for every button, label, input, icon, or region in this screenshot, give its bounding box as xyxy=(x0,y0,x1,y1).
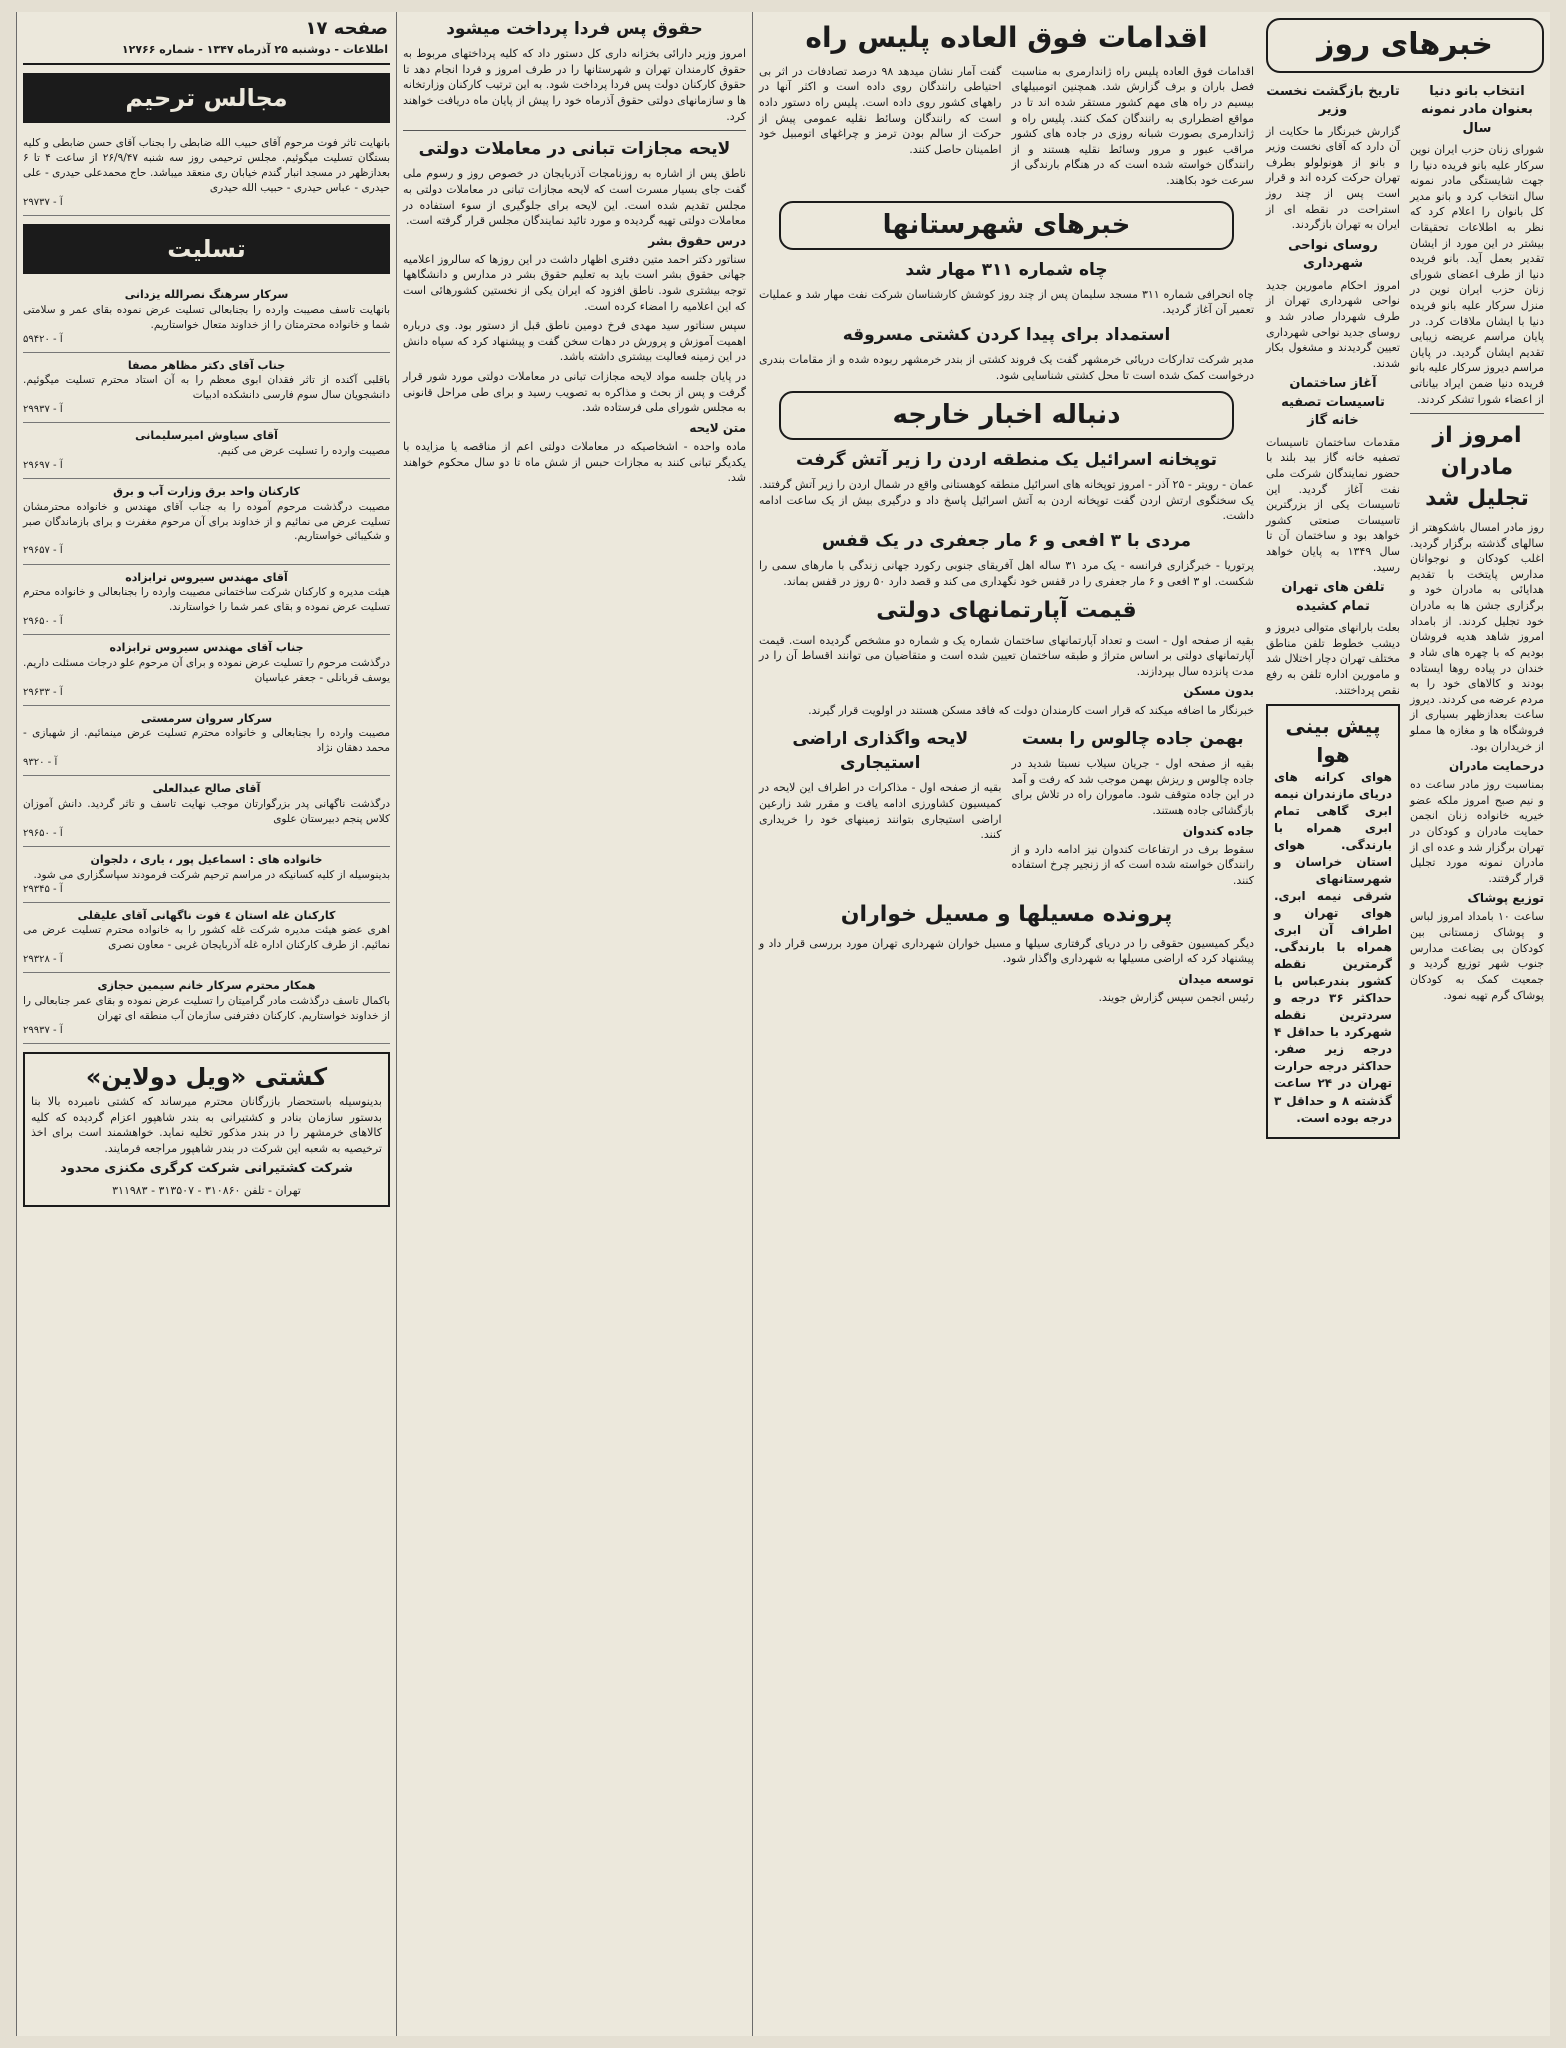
mother-award-body: شورای زنان حزب ایران نوین سرکار علیه بانو فریده دنیا را جهت شایستگی مادر نمونه سال انتخاب کرد و بانو مدیر کل بانوان را اعلام کرد که نظر به اطلاعات تحقیقات بیشتر در این مورد از ایشان تقدیر بعمل آید. بانو فریده دنیا از طرف اعضای شورای زنان حزب ایران نوین در منزل سرکار علیه بانو فریده دنیا با ایشان ملاقات کرد. در پایان مراسم عریضه زیبایی تقدیم ایشان گردید. در پایان مراسم دیروز سرکار علیه بانو فریده دنیا ضمن ایراد بیاناتی از اعضاء شورا تشکر کردند. xyxy=(1410,142,1544,406)
foreign-news-box: دنباله اخبار خارجه xyxy=(779,391,1234,440)
column-left-center xyxy=(396,12,752,2036)
well-311-body: چاه انحرافی شماره ۳۱۱ مسجد سلیمان پس از چند روز کوشش کارشناسان شرکت نفت مهار شد و عملیات تعمیر آن آغاز گردید. xyxy=(759,287,1254,317)
condolence-notice xyxy=(23,423,390,479)
notice-ref: آ - ۲۹۹۳۷ xyxy=(23,404,63,416)
memorial-notice xyxy=(23,131,390,216)
column-center xyxy=(752,12,1260,2036)
memorial-ref: آ - ۲۹۷۳۷ xyxy=(23,196,63,208)
stolen-ship-headline: استمداد برای پیدا کردن کشتی مسروقه xyxy=(842,324,1171,345)
mothers-support-subhead: درحمایت مادران xyxy=(1448,759,1544,774)
condolence-notice xyxy=(23,973,390,1044)
senator-farrokh-body: سپس سناتور سید مهدی فرخ دومین ناطق قبل از دستور بود. وی درباره اهمیت آموزش و پرورش در دهات سخن گفت و پیشنهاد کرد که سپاه دانش در این زمینه فعالیت بیشتری داشته باشد. xyxy=(403,319,746,364)
notice-ref: آ - ۲۹۳۴۵ xyxy=(23,883,63,895)
daily-news-left xyxy=(1266,79,1400,1139)
bill-approval-body: در پایان جلسه مواد لایحه مجازات تبانی در معاملات دولتی مورد شور قرار گرفت و پس از بحث و مذاکره به تصویب رسید و برای طی مراحل قانونی به مجلس شورای ملی فرستاده شد. xyxy=(403,370,746,415)
square-expansion-subhead: توسعه میدان xyxy=(1178,972,1254,986)
notice-ref: آ - ۲۹۶۵۰ xyxy=(23,615,63,627)
salary-headline: حقوق پس فردا پرداخت میشود xyxy=(446,19,703,39)
bill-text-body: ماده واحده - اشخاصیکه در معاملات دولتی اعم از مناقصه یا مزایده با یکدیگر تبانی کنند به مجازات حبس از شش ماه تا دو سال محکوم خواهند شد. xyxy=(403,439,746,485)
snake-cage-headline: مردی با ۳ افعی و ۶ مار جعفری در یک قفس xyxy=(821,531,1192,552)
notice-ref: آ - ۲۹۶۹۷ xyxy=(23,459,63,471)
ad-title: کشتی «ویل دولاین» xyxy=(85,1062,328,1091)
land-lease-headline: لایحه واگذاری اراضی استیجاری xyxy=(792,729,969,774)
issue-info: اطلاعات - دوشنبه ۲۵ آذرماه ۱۳۴۷ - شماره ۱۲۷۶۶ xyxy=(121,42,388,56)
weather-box xyxy=(1266,704,1400,1138)
memorial-banner: مجالس ترحیم xyxy=(23,73,390,123)
notice-body: مصیبت درگذشت مرحوم آموده را به جناب آقای مهندس و خانواده محترمشان تسلیت عرض می نمائیم و از خداوند برای آن مرحوم مغفرت و برای بازماندگان صبر و شکیبائی خواستاریم. xyxy=(23,500,390,543)
clothing-body: ساعت ۱۰ بامداد امروز لباس و پوشاک زمستانی بین کودکان بی بضاعت مدارس جنوب شهر توزیع گردید و جمعیت کمک به کودکان پوشاک گرم تهیه نمود. xyxy=(1410,910,1544,1002)
condolence-notice xyxy=(23,847,390,903)
condolence-notice xyxy=(23,282,390,353)
notice-title: آقای سیاوش امیرسلیمانی xyxy=(135,429,278,443)
mother-award-headline: انتخاب بانو دنیا بعنوان مادر نمونه سال xyxy=(1421,83,1533,136)
mothers-day-body: روز مادر امسال باشکوهتر از سالهای گذشته برگزار گردید. اغلب کودکان و نوجوانان مدارس پایتخت با تقدیم هدایائی به مادران خود و برگزاری جشن ها به مادران خود تجلیل کردند. از بامداد امروز شاهد هدیه فروشان بودیم که با چهره های شاد و خندان در پیاده روها ایستاده بودند و کالاهای خود را به مردم عرضه می کردند. دیروز ساعت بعدازظهر بسیاری از فروشگاه ها و مغازه ها مملو از خریداران بود. xyxy=(1410,521,1544,753)
kandovan-body: سقوط برف در ارتفاعات کندوان نیز ادامه دارد و از رانندگان خواسته شده است که از زنجیر چرخ استفاده کنند. xyxy=(1011,842,1254,887)
notice-title: آقای مهندس سیروس ترابزاده xyxy=(125,570,288,584)
tehran-phones-body: بعلت بارانهای متوالی دیروز و دیشب خطوط تلفن مناطق مختلف تهران دچار اختلال شد و مامورین اداره تلفن به رفع نقص پرداختند. xyxy=(1266,621,1400,697)
square-expansion-body: رئیس انجمن سپس گزارش جویند. xyxy=(1098,991,1254,1005)
notice-body: درگذشت ناگهانی پدر بزرگوارتان موجب نهایت تاسف و تاثر گردید. دانش آموزان کلاس پنجم دبیرستان علوی xyxy=(23,798,390,825)
condolence-notice xyxy=(23,353,390,424)
column-left xyxy=(16,12,396,2036)
gas-plant-headline: آغاز ساختمان تاسیسات تصفیه خانه گاز xyxy=(1281,376,1385,429)
road-police-headline: اقدامات فوق العاده پلیس راه xyxy=(805,21,1208,54)
daily-news-split xyxy=(1266,79,1544,1139)
israel-artillery-body: عمان - رویتر - ۲۵ آذر - امروز توپخانه های اسرائیل منطقه کوهستانی واقع در شمال اردن را زیر آتش گرفتند. یک سخنگوی ارتش اردن گفت توپخانه اردن به آتش اسرائیل پاسخ داد و درگیری بیش از یک ساعت ادامه داشت. xyxy=(759,478,1254,523)
notice-title: سرکار سرهنگ نصرالله یزدانی xyxy=(124,288,289,302)
condolence-notice xyxy=(23,565,390,636)
land-lease-body: بقیه از صفحه اول - مذاکرات در اطراف این لایحه در کمیسیون کشاورزی ادامه یافت و مقرر شد زارعین اراضی استیجاری بتوانند زمینهای خود را خریداری کنند. xyxy=(759,781,1002,842)
daily-news-right xyxy=(1410,79,1544,1139)
masthead xyxy=(23,12,390,65)
condolence-notice xyxy=(23,706,390,777)
notice-ref: آ - ۲۹۶۳۳ xyxy=(23,686,63,698)
condolence-notice xyxy=(23,479,390,565)
ad-company: شرکت کشتیرانی شرکت کرگری مکنزی محدود xyxy=(60,1161,353,1177)
notice-body: هیئت مدیره و کارکنان شرکت ساختمانی مصیبت وارده را بجنابعالی و خانواده محترم تسلیت عرض نموده و بقای عمر شما را خواستارند. xyxy=(23,586,390,614)
page-number: صفحه ۱۷ xyxy=(305,18,388,39)
stolen-ship-body: مدیر شرکت تدارکات دریائی خرمشهر گفت یک فروند کشتی از بندر خرمشهر ربوده شده و از مقامات بندری درخواست کمک شده است تا محل کشتی شناسایی شود. xyxy=(759,353,1254,382)
memorial-body: بانهایت تاثر فوت مرحوم آقای حبیب الله ضابطی را بجناب آقای حسن ضابطی و کلیه بستگان تسلیت میگوئیم. مجلس ترحیمی روز سه شنبه ۲۶/۹/۴۷ از ساعت ۴ تا ۶ بعدازظهر در مسجد انبار گندم خیابان ری منعقد میباشد. حاج محمدعلی حیدری - علی حیدری - عباس حیدری - حبیب الله حیدری xyxy=(23,137,390,194)
ship-advert xyxy=(23,1052,390,1207)
condolence-notice xyxy=(23,903,390,974)
district-heads-headline: روسای نواحی شهرداری xyxy=(1288,237,1378,272)
condolence-banner: تسلیت xyxy=(23,224,390,274)
no-housing-body: خبرنگار ما اضافه میکند که قرار است کارمندان دولت که فاقد مسکن هستند در اولویت قرار گیرند. xyxy=(808,703,1254,717)
notice-ref: آ - ۹۳۲۰ xyxy=(23,757,58,769)
notice-title: خانواده های : اسماعیل پور ، یاری ، دلجوان xyxy=(90,853,323,866)
ad-body: بدینوسیله باستحضار بازرگانان محترم میرساند که کشتی نامبرده بالا بنا بدستور سازمان بنادر و کشتیرانی به بندر شاهپور اعزام گردیده که کلیه کالاهای خرمشهر را در بندر مذکور تخلیه نماید. خواهشمند است برای اخذ ترخیصیه به شعبه این شرکت در بندر شاهپور مراجعه فرمایند. xyxy=(31,1095,382,1155)
notice-title: آقای صالح عبدالعلی xyxy=(152,782,261,796)
road-police-body: اقدامات فوق العاده پلیس راه ژاندارمری به مناسبت فصل باران و برف گزارش شد. همچنین اتومبیلهای بیسیم در راه های مهم کشور مستقر شده اند تا در مواقع اضطراری به رانندگان کمک کنند. پلیس راه و ژاندارمری بصورت شبانه روزی در جاده های کشور مراقب عبور و مرور وسائط نقلیه هستند و از رانندگان خواسته شده است که در هنگام بارندگی از سرعت خود بکاهند. xyxy=(1011,64,1254,188)
notice-ref: آ - ۲۹۳۲۸ xyxy=(23,954,63,966)
well-311-headline: چاه شماره ۳۱۱ مهار شد xyxy=(905,259,1108,280)
notice-title: کارکنان غله استان ٤ فوت ناگهانی آقای علیقلی xyxy=(77,908,336,922)
apartment-price-body: بقیه از صفحه اول - است و تعداد آپارتمانهای ساختمان شماره یک و شماره دو مشخص گردیده است. قیمت آپارتمانهای دولتی بر اساس متراژ و طبقه ساختمان تعیین شده است و متقاضیان می توانند اقساط آن را در مدت پانزده سال بپردازند. xyxy=(759,633,1254,678)
flood-channels-headline: پرونده مسیلها و مسیل خواران xyxy=(840,901,1173,927)
provinces-news-box: خبرهای شهرستانها xyxy=(779,201,1234,250)
no-housing-subhead: بدون مسکن xyxy=(1183,684,1254,699)
notice-ref: آ - ۲۹۶۵۰ xyxy=(23,827,63,839)
newspaper-page xyxy=(16,12,1550,2036)
notice-ref: آ - ۲۹۹۳۷ xyxy=(23,1024,63,1036)
notice-body: بدینوسیله از کلیه کسانیکه در مراسم ترحیم شرکت فرمودند سپاسگزاری می شود. xyxy=(33,868,390,881)
collusion-bill-body: ناطق پس از اشاره به روزنامجات آذربایجان در خصوص روز و رسوم ملی گفت جای بسیار مسرت است که لایحه مجازات تبانی در معاملات دولتی به مجلس تقدیم شده است. این لایحه برای جلوگیری از سوء استفاده در معاملات دولتی تهیه گردیده و مورد تائید نمایندگان مجلس قرار گرفته است. xyxy=(403,167,746,228)
road-police-split xyxy=(759,64,1254,193)
condolence-notice xyxy=(23,776,390,847)
notice-ref: آ - ۵۹۴۲۰ xyxy=(23,333,63,345)
notice-body: درگذشت مرحوم را تسلیت عرض نموده و برای آن مرحوم علو درجات مسئلت داریم. یوسف قربانلی - جعفر عباسیان xyxy=(23,656,390,684)
human-rights-subhead: درس حقوق بشر xyxy=(648,233,746,248)
flood-channels-body: دیگر کمیسیون حقوقی را در دریای گرفتاری سیلها و مسیل خواران شهرداری تهران مورد بررسی قرار داد و پیشنهاد کرد که اراضی مسیلها به شهرداری واگذار شود. xyxy=(759,936,1254,966)
condolence-notice xyxy=(23,635,390,706)
condolence-list xyxy=(23,282,390,1044)
notice-title: جناب آقای مهندس سیروس ترابزاده xyxy=(109,641,304,655)
notice-body: باقلبی آکنده از تاثر فقدان ابوی معظم را به آن استاد محترم تسلیت میگوئیم. دانشجویان سال سوم فارسی دانشکده ادبیات xyxy=(23,374,390,402)
district-heads-body: امروز احکام مامورین جدید نواحی شهرداری تهران از طرف شهردار صادر شد و روسای جدید نواحی شهرداری تعیین گردیدند و مشغول بکار شدند. xyxy=(1266,278,1400,370)
weather-title: پیش بینی هوا xyxy=(1285,714,1381,767)
weather-body: هوای کرانه های دریای مازندران نیمه ابری گاهی تمام ابری همراه با بارندگی. هوای استان خراسان و شهرستانهای شرقی نیمه ابری. هوای تهران و اطراف آن ابری همراه با بارندگی. گرمترین نقطه کشور بندرعباس با حداکثر ۳۶ درجه و سردترین نقطه شهرکرد با حداقل ۴ درجه زیر صفر. حداکثر درجه حرارت تهران در ۲۴ ساعت گذشته ۸ و حداقل ۳ درجه بوده است. xyxy=(1274,769,1392,1125)
gas-plant-body: مقدمات ساختمان تاسیسات تصفیه خانه گاز بید بلند با حضور نمایندگان شرکت ملی نفت آغاز گردید. این تاسیسات یکی از بزرگترین تاسیسات صنعتی کشور خواهد بود و ساختمان آن تا سال ۱۳۴۹ به پایان خواهد رسید. xyxy=(1266,435,1400,574)
divider xyxy=(1410,413,1544,414)
notice-body: مصیبت وارده را بجنابعالی و خانواده محترم تسلیت عرض مینمائیم. از شهبازی - محمد دهقان نژاد xyxy=(23,727,390,755)
israel-artillery-headline: توپخانه اسرائیل یک منطقه اردن را زیر آتش گرفت xyxy=(796,450,1217,471)
notice-title: کارکنان واحد برق وزارت آب و برق xyxy=(113,485,300,499)
clothing-subhead: توزیع پوشاک xyxy=(1467,891,1544,906)
divider xyxy=(403,130,746,131)
notice-title: سرکار سروان سرمستی xyxy=(140,711,273,725)
notice-title: همکار محترم سرکار خانم سیمین حجازی xyxy=(97,979,316,993)
ad-phone: تهران - تلفن ۳۱۰۸۶۰ - ۳۱۳۵۰۷ - ۳۱۱۹۸۳ xyxy=(112,1183,301,1197)
notice-body: بانهایت تاسف مصیبت وارده را بجنابعالی تسلیت عرض نموده بقای عمر و سلامتی شما و خانواده محترمتان را از خداوند متعال خواستاریم. xyxy=(23,303,390,331)
collusion-bill-headline: لایحه مجازات تبانی در معاملات دولتی xyxy=(418,139,731,160)
column-right xyxy=(1260,12,1550,2036)
notice-title: جناب آقای دکتر مظاهر مصفا xyxy=(127,358,286,372)
road-police-body-2: گفت آمار نشان میدهد ۹۸ درصد تصادفات در اثر بی احتیاطی رانندگان روی داده است و اکثر آنها در راههای کشور روی داده است. پلیس راه دستور داده است که رانندگان وسائط نقلیه عمومی پیش از حرکت از سالم بودن ترمز و چراغهای اتومبیل خود اطمینان حاصل کنند. xyxy=(759,64,1002,156)
daily-news-box: خبرهای روز xyxy=(1266,18,1544,73)
snake-cage-body: پرتوریا - خبرگزاری فرانسه - یک مرد ۳۱ ساله اهل آفریقای جنوبی رکورد جهانی زندگی با مارهای سمی را شکست. او ۳ افعی و ۶ مار جعفری را در قفس خود نگهداری می کند و قصد دارد ۵۰ روز در قفس بماند. xyxy=(759,559,1254,588)
chalus-road-body: بقیه از صفحه اول - جریان سیلاب نسبتا شدید در جاده چالوس و ریزش بهمن موجب شد که رفت و آمد در این جاده متوقف شود. ماموران راه در تلاش برای بازگشائی جاده هستند. xyxy=(1011,757,1254,818)
bill-text-subhead: متن لایحه xyxy=(689,420,746,435)
mothers-support-body: بمناسبت روز مادر ساعت ده و نیم صبح امروز ملکه عضو خیریه خانواده زنان انجمن حمایت مادران و کودکان در تهران برگزار شد و عده ای از مادران نمونه مورد تجلیل قرار گرفتند. xyxy=(1410,778,1544,885)
kandovan-subhead: جاده کندوان xyxy=(1182,823,1254,838)
notice-body: اهری عضو هیئت مدیره شرکت غله کشور را به خانواده محترم تسلیت عرض می نمائیم. از طرف کارکنان اداره غله آذربایجان غربی - معاون نصری xyxy=(23,924,390,952)
apartment-price-headline: قیمت آپارتمانهای دولتی xyxy=(876,598,1137,624)
notice-body: باکمال تاسف درگذشت مادر گرامیتان را تسلیت عرض نموده و بقای عمر جنابعالی را از خداوند خواستاریم. کارکنان دفترفنی سازمان آب منطقه ای تهران xyxy=(23,994,390,1022)
chalus-road-headline: بهمن جاده چالوس را بست xyxy=(1021,729,1244,750)
pm-return-body: گزارش خبرنگار ما حکایت از آن دارد که آقای نخست وزیر و بانو از هونولولو بطرف تهران حرکت کرده اند و قرار است پس از چند روز استراحت در نقطه ای از ایران به تهران بازگردند. xyxy=(1266,124,1400,232)
notice-ref: آ - ۲۹۶۵۷ xyxy=(23,545,63,557)
human-rights-body: سناتور دکتر احمد متین دفتری اظهار داشت در این روزها که سالروز اعلامیه جهانی حقوق بشر است باید به تعلیم حقوق بشر در مدارس و دانشگاهها توجه بیشتری شود. ناطق افزود که ایران یکی از نخستین کشورهائی است که این اعلامیه را امضاء کرده است. xyxy=(403,252,746,313)
mothers-day-headline: امروز از مادران تجلیل شد xyxy=(1425,423,1529,511)
salary-body: امروز وزیر دارائی بخزانه داری کل دستور داد که کلیه پرداختهای مربوط به حقوق کارمندان تهران و شهرستانها را در طرف امروز و فردا انجام دهد تا حقوق کارکنان دولت پس فردا پرداخت شود. به این ترتیب کارکنان وزارتخانه ها و سازمانهای دولتی حقوق آذرماه خود را پیش از پایان ماه دریافت خواهند کرد. xyxy=(403,47,746,123)
lower-split xyxy=(759,722,1254,892)
tehran-phones-headline: تلفن های تهران تمام کشیده xyxy=(1281,580,1385,614)
pm-return-headline: تاریخ بازگشت نخست وزیر xyxy=(1266,83,1400,118)
notice-body: مصیبت وارده را تسلیت عرض می کنیم. xyxy=(217,444,390,457)
